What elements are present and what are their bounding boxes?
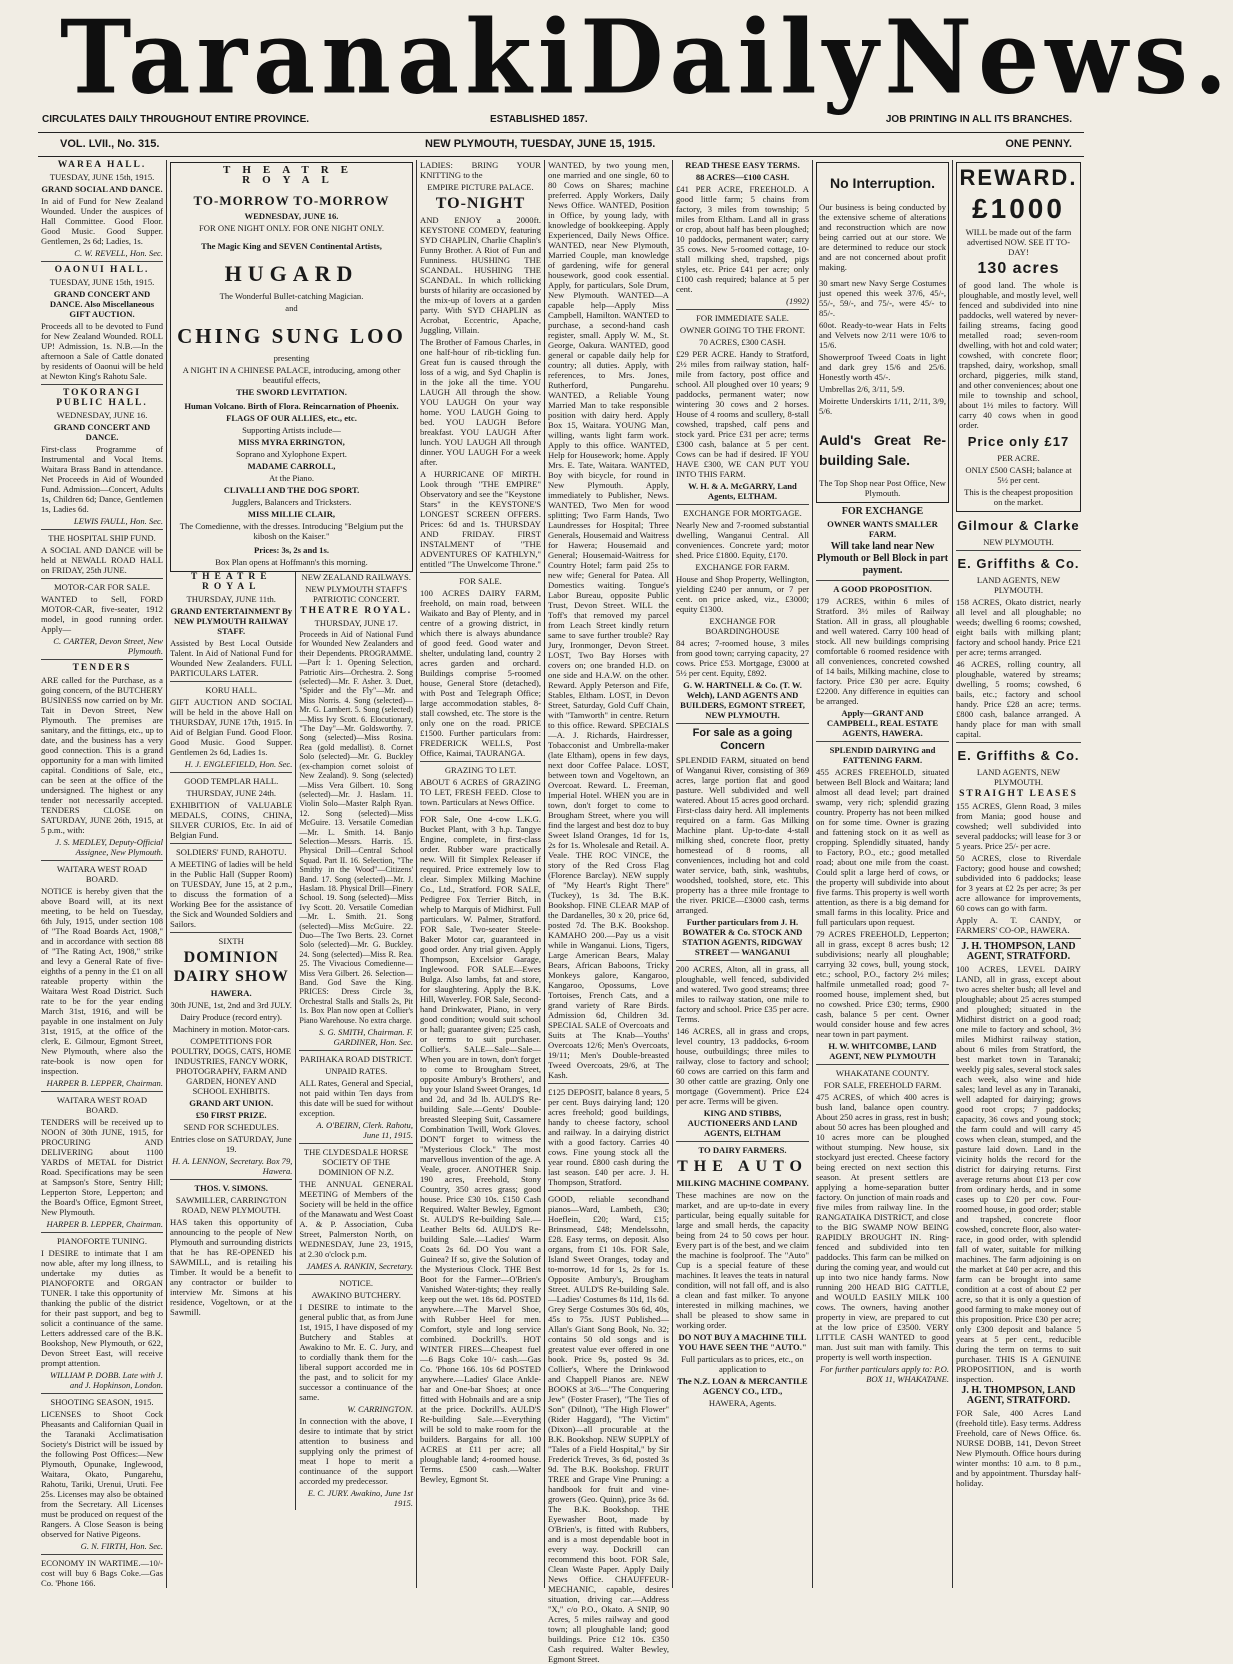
sixth-text: SIXTH <box>218 936 244 946</box>
dairy-farm-sale: 100 ACRES DAIRY FARM, freehold, on main road, between Waikato and Bay of Plenty, and in centre of a growing district, in which there is always abundance of good feed. Good water and shelter, undulating land, country 2 acres garden and orchard. Buildings comprise 5-roomed house, General Store (detached), with Post and Telegraph Office; large accommodation stables, 8-stall cowshed, etc. The store is the only one on the road. PRICE £1500. Further particulars from: FREDERICK WELLS, Post Office, Kaimai, TAURANGA. <box>420 588 541 758</box>
motor-car-heading: MOTOR-CAR FOR SALE. <box>53 582 151 592</box>
nz-railways-sub: NEW PLYMOUTH STAFF'S PATRIOTIC CONCERT. <box>305 584 408 604</box>
shooting-season-body: LICENSES to Shoot Cock Pheasants and Californian Quail in the Taranaki Acclimatisation Society's District will be issued by the following Post Offices:—New Plymouth, Opunake, Inglewood, Waitara, Okato, Pungarehu, Rahotu, Tariki, Urenui, Uruti. Fee 25s. Licenses may also be obtained from the Secretary. All Licenses must be produced on request of the Rangers. A Close Season is being observed for Native Pigeons. <box>41 1409 163 1539</box>
divider <box>41 860 163 861</box>
entries-close: Entries close on SATURDAY, June 19. <box>170 1134 292 1154</box>
divider <box>170 932 292 933</box>
price-only: Price only £17 <box>967 434 1070 449</box>
flags-of-allies: FLAGS OF OUR ALLIES, etc., etc. <box>226 413 357 423</box>
showerproof-coats: Showerproof Tweed Coats in light and dark grey 15/6 and 25/6. Honestly worth 45/-. <box>819 352 946 382</box>
parihaka-heading: PARIHAKA ROAD DISTRICT. <box>300 1054 413 1065</box>
column-6 <box>812 160 952 1588</box>
griffiths-sub-2: LAND AGENTS, NEW PLYMOUTH. <box>976 767 1061 787</box>
owner-going-front: OWNER GOING TO THE FRONT. <box>679 325 806 335</box>
divider <box>299 1274 413 1275</box>
umbrellas: Umbrellas 2/6, 3/11, 5/9. <box>819 384 905 394</box>
thompson-agent-2: J. H. THOMPSON, LAND AGENT, STRATFORD. <box>961 1385 1076 1406</box>
waitara-board-signature: HARPER B. LEPPER, Chairman. <box>46 1078 163 1088</box>
whakatane-heading: WHAKATANE COUNTY. <box>835 1068 930 1078</box>
col2-left-sub <box>170 572 292 1510</box>
auto-particulars: Full particulars as to prices, etc., on application to <box>681 1354 804 1374</box>
theatre-royal-2-heading: THEATRE ROYAL <box>190 572 272 592</box>
awakino-body-2: In connection with the above, I desire to intimate that by strict attention to business and supplying only the primest of meat I hope to merit a continuance of the support accorded my predecessor. <box>299 1416 413 1487</box>
columns <box>38 160 1084 1664</box>
art-union-prize: £50 FIRST PRIZE. <box>195 1110 267 1120</box>
issue-date: NEW PLYMOUTH, TUESDAY, JUNE 15, 1915. <box>425 138 656 150</box>
divider <box>41 659 163 660</box>
one-forty-six-acres: 146 ACRES, all in grass and crops, level country, 13 paddocks, 6-room house, outbuildings; three miles to railway, close to factory and school; 60 cows are carried on this farm and 30 other cattle are grazing. Only one mortgage (Government). Price £24 per acre. Terms will be given. <box>676 1026 809 1106</box>
parihaka-signature: A. O'BEIRN, Clerk. Rahotu, June 11, 1915. <box>316 1120 413 1141</box>
awakino-signature: W. CARRINGTON. <box>347 1404 413 1415</box>
motor-car-signature: C. CARTER, Devon Street, New Plymouth. <box>53 636 163 656</box>
nz-loan-agency: The N.Z. LOAN & MERCANTILE AGENCY CO., LTD., <box>677 1376 808 1396</box>
th2-event: GRAND ENTERTAINMENT By NEW PLYMOUTH RAILWAY STAFF. <box>170 606 293 636</box>
hartnell-agents: G. W. HARTNELL & Co. (T. W. Welch), LAND AGENTS AND BUILDERS, EGMONT STREET, NEW PLYMOUTH. <box>680 680 805 720</box>
tonight-body: AND ENJOY a 2000ft. KEYSTONE COMEDY, featuring SYD CHAPLIN, Charlie Chaplin's Funny Brother. A Riot of Fun and Funniness. HUSHING THE SCANDAL. HUSHING THE SCANDAL. In which rollicking bursts of hilarity are occasioned by the mix-up of lovers at a garden party. With SYD CHAPLIN as Acrobat, Eccentric, Apache, Juggling, Villain. <box>420 215 541 335</box>
tokorangi-date: WEDNESDAY, JUNE 16. <box>56 410 148 420</box>
divider <box>420 810 541 811</box>
hurricane-of-mirth: A HURRICANE OF MIRTH. Look through "THE EMPIRE" Observatory and see the "Keystone Stars" in the KEYSTONE'S LONGEST SCREEN OFFERS. Prices: 6d and 1s. THURSDAY AND FRIDAY. FIRST INSTALMENT of "THE ADVENTURES OF KATHLYN," entitled "The Unwelcome Throne." <box>420 469 541 569</box>
waitara-board-heading: WAITARA WEST ROAD BOARD. <box>56 864 148 884</box>
templar-date: THURSDAY, JUNE 24th. <box>186 788 277 798</box>
oaonui-event: GRAND CONCERT AND DANCE. Also Miscellaneous GIFT AUCTION. <box>49 289 155 319</box>
whitcombe-agent: H. W. WHITCOMBE, LAND AGENT, NEW PLYMOUTH <box>828 1041 937 1061</box>
warea-signature: C. W. REVELL, Hon. Sec. <box>74 248 163 258</box>
gilmour-location: NEW PLYMOUTH. <box>983 537 1054 547</box>
going-concern-heading: For sale as a going Concern <box>692 727 793 752</box>
warea-hall-heading: WAREA HALL. <box>57 160 147 170</box>
cheapest-proposition: This is the cheapest proposition on the market. <box>964 487 1073 507</box>
divider <box>676 504 809 505</box>
divider <box>676 309 809 310</box>
piano-tuning-heading: PIANOFORTE TUNING. <box>56 1236 148 1246</box>
ching-sung-loo-title: CHING SUNG LOO <box>177 324 406 348</box>
exhibition-body: EXHIBITION of VALUABLE MEDALS, COINS, CHINA, SILVER CURIOS, Etc. In aid of Belgian Fund. <box>170 800 293 840</box>
reward-heading: REWARD. <box>959 165 1078 190</box>
deposit-125-ad: £125 DEPOSIT, balance 8 years, 5 per cent. Buys dairying land; 120 acres freehold; good buildings, handy to cheese factory, school and railway. In a dairying district with a good factory. Carries 40 cows. Fine young stock all the year round. £800 cash during the last season. £40 per acre. J. H. Thompson, Stratford. <box>548 1087 669 1187</box>
theatre-royal-3-heading: THEATRE ROYAL. <box>300 606 413 616</box>
exchange-boarding-body: 84 acres; 7-roomed house, 3 miles from good town; carrying capacity, 27 cows. Price £53. Mortgage, £3000 at 5½ per cent. Equity, £892. <box>676 638 809 678</box>
exchange-mortgage-heading: EXCHANGE FOR MORTGAGE. <box>683 508 802 518</box>
tenders-body: ARE called for the Purchase, as a going concern, of the BUTCHERY BUSINESS now carried on by Mr. Tait in Devon Street, New Plymouth. The premises are sanitary, and the fittings, etc., up to date, and the business has a very good connection. This is a grand opportunity for a man with limited capital. Conditions of Sale, etc., can be seen at the office of the undersigned. The highest or any tender not necessarily accepted. TENDERS CLOSE on SATURDAY, JUNE 26th, 1915, at 5 p.m., with: <box>41 675 163 835</box>
dateline-row <box>0 138 1114 156</box>
seventy-acres: 70 ACRES, £300 CASH. <box>699 337 786 347</box>
divider <box>41 529 163 530</box>
divider <box>816 580 949 581</box>
box-plan: Box Plan opens at Hoffmann's this morning. <box>215 557 368 567</box>
divider <box>420 761 541 762</box>
waitara-tenders-signature: HARPER B. LEPPER, Chairman. <box>46 1219 163 1229</box>
thompson-agent-1: J. H. THOMPSON, LAND AGENT, STRATFORD. <box>961 941 1076 962</box>
volume-number: VOL. LVII., No. 315. <box>60 138 160 150</box>
one-fifty-eight-acres: 158 ACRES, Okato district, nearly all level and all ploughable; no weeds; dwelling 6 rooms; cowshed, eight bails with milking plant; factory and school handy. Price £21 per acre; terms arranged. <box>956 597 1081 657</box>
no-interruption-heading: No Interruption. <box>830 175 935 191</box>
per-acre: PER ACRE. <box>997 453 1040 463</box>
dominion-dairy-show: DOMINION DAIRY SHOW <box>173 949 289 985</box>
chaplin-laughs: The Brother of Famous Charles, in one half-hour of rib-tickling fun. Great fun is caused through the loss of a wig, and Syd Chaplin is in the joke all the time. YOU LAUGH All through the show. YOU LAUGH On your way home. YOU LAUGH Going to bed. YOU LAUGH Before breakfast. YOU LAUGH After lunch. YOU LAUGH All through dinner. YOU LAUGH For a week after. <box>420 337 541 467</box>
thompson-body: 100 ACRES, LEVEL DAIRY LAND, all in grass, except about two acres shelter bush; all level and ploughable; about 25 acres stumped and ploughed; situated in the Midhirst district on a good road; one mile to factory and school, 3½ miles Midhirst railway station, about 6 miles from Stratford, the best market town in Taranaki; weekly pig sales, several stock sales each week, also wine and hide sales; land level as any in Taranaki, well adapted for dairying; grows good root crops; 7 paddocks; capacity, 36 cows and young stock; the farm could and will carry 45 cows when clean, stumped, and the pasture laid down. Land in the vicinity holds the record for the district for dairying returns. First average returns about £13 per cow from ordinary herds, and in some cases up to £20 per cow. Four-roomed house, in good order; stable and trapshed, concrete floor cowshed, concrete floor, also water-race, in good order, with splendid fall of water, suitable for milking machines. The farm adjoining is on the market at £40 per acre, and this farm can be brought into same condition at a cost of about £2 per acre, so that it is only a question of good farming to make money out of this proposition. Price £30 per acre; only £300 deposit and balance 5 years at 5 per cent., reducible during the term on terms to suit purchaser. THIS IS A GENUINE PROPOSITION, and is worth inspection. <box>956 964 1081 1384</box>
auld-sale-ad <box>816 162 949 503</box>
masthead-word-daily: Daily <box>580 0 885 117</box>
divider <box>41 578 163 579</box>
templar-heading: GOOD TEMPLAR HALL. <box>184 776 279 786</box>
and-text: and <box>285 303 298 313</box>
one-fifty-five-acres: 155 ACRES, Glenn Road, 3 miles from Mania; good house and cowshed; well subdivided into several paddocks; will lease for 3 or 5 years. Price 25/- per acre. <box>956 801 1081 851</box>
supporting-artists: Supporting Artists include— <box>242 425 341 435</box>
candy-agent: Apply A. T. CANDY, or FARMERS' CO-OP., HAWERA. <box>956 915 1081 935</box>
only-cash: ONLY £500 CASH; balance at 5½ per cent. <box>965 465 1072 485</box>
splendid-farm-body: 455 ACRES FREEHOLD, situated between Bell Block and Waitara; land almost all dead level; part drained swamp, very rich; splendid grazing country. Property has not been milked on for some time. Owner is grazing and fattening stock on it as well as cropping. Splendidly situated, handy to Factory, P.O., etc.; good metalled road; about one mile from the coast. Could split a large herd of cows, or the property will subdivide into about five farms. This property is well worth attention, as there is a big demand for small farms in this locality. Price and full particulars upon request. <box>816 767 949 927</box>
for-exchange-heading: FOR EXCHANGE <box>841 506 924 517</box>
forty-six-acres: 46 ACRES, rolling country, all ploughable, watered by streams; dwelling, 5 rooms; cowshed, 6 bails, etc.; factory and school handy. Price £28 an acre; terms. £800 cash, balance arranged. A handy place for man with small capital. <box>956 659 1081 739</box>
divider <box>41 1232 163 1233</box>
koru-hall-heading: KORU HALL. <box>205 685 257 695</box>
griffiths-sub: LAND AGENTS, NEW PLYMOUTH. <box>976 575 1061 595</box>
oaonui-hall-heading: OAONUI HALL. <box>54 265 150 275</box>
reward-ad <box>956 162 1081 512</box>
column-7 <box>952 160 1084 1588</box>
no-interruption-body: Our business is being conducted by the extensive scheme of alterations and reconstruction which are now being carried out at our store. We are determined to reduce our stock and are not concerned about profit making. <box>819 202 946 272</box>
warea-event: GRAND SOCIAL AND DANCE. <box>41 184 163 194</box>
piano-tuning-signature: WILLIAM P. DOBB. Late with J. and J. Hopkinson, London. <box>50 1370 163 1390</box>
easy-terms-body: £41 PER ACRE, FREEHOLD. A good little farm; 5 chains from factory, 3 miles from township; 5 miles from Eltham. Land all in grass or crop, about half has been ploughed; 10 paddocks, permanent water; carry 35 cows. New 5-roomed cottage, 10-stall milking shed, trapshed, pigs styles, etc. Price £41 per acre; only £100 cash required; balance at 5 per cent. <box>676 184 809 294</box>
masthead <box>0 0 1233 117</box>
grazing-heading: GRAZING TO LET. <box>444 765 517 775</box>
navy-costumes: 30 smart new Navy Serge Costumes just opened this week 37/6, 45/-, 55/-, 59/-, and 75/-, were 45/- to 85/-. <box>819 278 946 318</box>
tagline-job-printing: JOB PRINTING IN ALL ITS BRANCHES. <box>885 114 1072 125</box>
mcgarry-agents: W. H. & A. McGARRY, Land Agents, ELTHAM. <box>688 481 797 501</box>
wanted-ads: WANTED, by two young men, one married and one single, 60 to 80 Cows on Shares; machine preferred. Apply Workers, Daily News Office. WANTED, Position in Office, by young lady, with knowledge of bookkeeping. Apply Experienced, Daily News Office. WANTED, near New Plymouth, Married Couple, man knowledge of gardening, wife for general housework, good cook essential. Apply, for particulars, Sole Drum, New Plymouth. WANTED—A capable help—Apply Miss Campbell, Hamilton. WANTED to purchase, a second-hand cash register, small. Apply W. M., St. George, Oakura. WANTED, good general or capable daily help for country; all duties. Apply, with references, to Mrs. Jones, Rutherford, Pungarehu. WANTED, a Reliable Young Married Man to take responsible position with dairy herd. Apply Box 15, Waitara. YOUNG Man, willing, wants light farm work. Apply to this office. WANTED, Help for Housework; home. Apply Mrs. E. Tate, Waitara. WANTED, Boy with bicycle, for round in New Plymouth. Apply, immediately to Publisher, News. WANTED, Two Men for wood splitting; Two Farm Hands, Two Laundresses for Hospital; Three Generals, Housemaid and Waitress for Hawera; Housemaid and General; Housemaid-Waitress for Country Hotel; farm paid 25s to new wife; General for Patea. All Domestics waiting. Tongue's Labor Bureau, opposite Public Trust, Devon Street. WILL the Toff's that removed my parcel from Leach Street kindly return same to save further trouble? Ray Jury, Ironmonger, Devon Street. LOST, Two Bay Horses with covers on; one branded H.D. on one side and H.A.W. on the other. Reward. Apply Peterson and Fife, Stables, Eltham. LOST, in Devon Street, Saturday, Gold Cuff Chain, with "Tamworth" in centre. Return to this office. Reward. SPECIALS—A. J. Richards, Hairdresser, Tobacconist and Umbrella-maker (late Eltham), opens in few days, next door Coffee Palace. LOST, between town and Vogeltown, an Overcoat. Reward. L. Freeman, Imperial Hotel. WHEN you are in town, don't forget to come to Brougham Street, where you will find the largest and best doz to buy Sweet Island Oranges, 1d for 1s, 2s for 1s. Wholesale and Retail. A. Veale. THE ROC VINCE, the story of the Red Cross Flag (Florence Barclay). NEW supply of "My Heart's Right There" (Tuckey), 1s 3d. The B.K. Bookshop. FINE CLEAR MAP of the Dardanelles, 30 x 20, price 6d, posted 7d. The B.K. Bookshop. KAMAHO 200.—Pay us a visit while in Wanganui. Lions, Tigers, Large American Bears, Malay Bears, African Baboons, Tricky Monkeys galore, Kangaroo, Kangaroo, Opossums, Love Tortoises, French Cats, and a grand variety of Rare Birds. Admission 6d, Children 3d. SPECIAL SALE of Overcoats and Suits at The Knab—Youths' Overcoats 12/6; Men's Overcoats, 19/11; Men's Double-breasted Tweed Overcoats, 29/6, at The Kash. <box>548 160 669 1080</box>
awakino-body: I DESIRE to intimate to the general public that, as from June 1st, 1915, I have disposed of my Butchery and Stables at Awakino to Mr. E. C. Jury, and to cordially thank them for the liberal support accorded me in the past, and to solicit for my successor a continuance of the same. <box>299 1302 413 1403</box>
good-proposition-heading: A GOOD PROPOSITION. <box>833 584 932 594</box>
seventy-nine-acres: 79 ACRES FREEHOLD, Lepperton; all in grass, except 8 acres bush; 12 subdivisions; nearly all ploughable; carrying 32 cows, bull, young stock, etc.; school, P.O., factory 2½ miles; halfmile unmetalled road; good 7-roomed house, implement shed, but no cowshed. Price £30; terms, £900 cash, balance 5 per cent. Owner would consider house and few acres near town in part payment. <box>816 929 949 1039</box>
clydesdale-body: THE ANNUAL GENERAL MEETING of Members of the Society will be held in the office of the Manawatu and West Coast A. & P. Association, Cuba Street, Palmerston North, on WEDNESDAY, June 23, 1915, at 2.30 o'clock p.m. <box>299 1179 413 1260</box>
divider <box>676 960 809 961</box>
gilmour-clarke: Gilmour & Clarke <box>957 518 1080 533</box>
oaonui-date: TUESDAY, JUNE 15th, 1915. <box>49 277 155 287</box>
easy-terms-ref: (1992) <box>786 296 809 306</box>
griffiths-heading-2: E. Griffiths & Co. <box>957 748 1080 763</box>
divider <box>41 384 163 385</box>
awakino-signature-2: E. C. JURY. Awakino, June 1st 1915. <box>307 1488 413 1509</box>
hugard-title: HUGARD <box>224 261 359 286</box>
theatre-royal-ad <box>170 162 413 572</box>
millie-clair: MISS MILLIE CLAIR, <box>247 509 336 519</box>
concert-signature: S. G. SMITH, Chairman. F. GARDINER, Hon. Sec. <box>318 1027 413 1048</box>
magic-king: The Magic King and SEVEN Continental Artists, <box>201 241 382 251</box>
myra-desc: Soprano and Xylophone Expert. <box>236 449 347 459</box>
thompson-body-2: FOR Sale, 400 Acres Land (freehold title). Easy terms. Address Freehold, care of News Office. 6s. NURSE DOBB, 141, Devon Street New Plymouth. Office hours during winter months: 10 a.m. to 8 p.m., and by appointment. Thursday half-holiday. <box>956 1408 1081 1488</box>
king-stibbs-agents: KING AND STIBBS, AUCTIONEERS AND LAND AGENTS, ELTHAM <box>687 1108 798 1138</box>
clair-desc: The Comedienne, with the dresses. Introducing "Belgium put the kibosh on the Kaiser." <box>179 521 404 541</box>
auto-body: These machines are now on the market, and are up-to-date in every particular, being equally suitable for large and small herds, the capacity being from 24 to 50 cows per hour. Every part is of the best, and we claim the machine is foolproof. The "Auto" Cup is a special feature of these machines. It leaves the teats in natural condition, will not fall off, and is also a clean and fast milker. To anyone interested in milking machines, we shall be pleased to show same in working order. <box>676 1190 809 1330</box>
exchange-mortgage-body: Nearly New and 7-roomed substantial dwelling, Wanganui Central. All conveniences. Concrete yard; motor shed. Price £1800. Equity, £170. <box>676 520 809 560</box>
dairy-produce: Dairy Produce (record entry). <box>180 1012 283 1022</box>
column-4 <box>544 160 672 1664</box>
divider <box>41 1554 163 1555</box>
oaonui-body: Proceeds all to be devoted to Fund for New Zealand Wounded. ROLL UP! Admission, 1s. N.B.—In the afternoon a Sale of Cattle donated by residents of Oaonui will be held at Newton King's Rahotu Sale. <box>41 321 163 381</box>
straight-leases-heading: STRAIGHT LEASES <box>959 789 1078 799</box>
col2-right-sub <box>295 572 413 1510</box>
ready-to-wear-hats: 60ot. Ready-to-wear Hats in Felts and Velvets now 2/11 were 10/6 to 15/6. <box>819 320 946 350</box>
entries-signature: H. A. LENNON, Secretary. Box 79, Hawera. <box>172 1156 293 1176</box>
two-hundred-acres: 200 ACRES, Alton, all in grass, all ploughable, well fenced, subdivided and watered. Two good streams; three miles to railway station, one mile to factory and school. Price £35 per acre. Terms. <box>676 964 809 1024</box>
auld-sale-heading: Auld's Great Re-building Sale. <box>819 432 946 468</box>
theatre-royal-heading: THEATRE ROYAL <box>223 164 360 186</box>
for-sale-heading: FOR SALE. <box>459 576 502 586</box>
tonight-banner: TO-NIGHT <box>435 195 526 212</box>
nz-railways-heading: NEW ZEALAND RAILWAYS. <box>301 572 411 582</box>
economy-ad: ECONOMY IN WARTIME.—10/- cost will buy 6 Bags Coke.—Gas Co. 'Phone 166. <box>41 1558 163 1588</box>
waitara-tenders-heading: WAITARA WEST ROAD BOARD. <box>56 1095 148 1115</box>
for-exchange-body: Will take land near New Plymouth or Bell Block in part payment. <box>816 541 949 576</box>
tagline-circulation: CIRCULATES DAILY THROUGHOUT ENTIRE PROVINCE. <box>42 114 310 125</box>
hospital-ship-body: A SOCIAL AND DANCE will be held at NEWALL ROAD HALL on FRIDAY, 25th JUNE. <box>41 545 163 575</box>
awakino-butchery: AWAKINO BUTCHERY. <box>311 1290 401 1301</box>
bowater-agents: Further particulars from J. H. BOWATER & Co. STOCK AND STATION AGENTS, RIDGWAY STREET — WANGANUI <box>682 917 803 957</box>
clydesdale-signature: JAMES A. RANKIN, Secretary. <box>306 1261 413 1272</box>
divider <box>676 1141 809 1142</box>
presenting-text: presenting <box>273 353 310 363</box>
column-1 <box>38 160 166 1588</box>
simons-heading: THOS. V. SIMONS. <box>194 1183 268 1193</box>
koru-hall-signature: H. J. ENGLEFIELD, Hon. Sec. <box>184 759 293 769</box>
hospital-ship-heading: THE HOSPITAL SHIP FUND. <box>48 533 156 543</box>
fifty-acres: 50 ACRES, close to Riverdale Factory; good house and cowshed; subdivided into 6 paddocks; lease for 3 years at £2 2s per acre; 3s per acre allowance for improvements, 60 cows can go with farm. <box>956 853 1081 913</box>
carroll-desc: At the Piano. <box>268 473 315 483</box>
clivalli: CLIVALLI AND THE DOG SPORT. <box>223 485 360 495</box>
divider <box>548 1083 669 1084</box>
exchange-farm-heading: EXCHANGE FOR FARM. <box>695 562 790 572</box>
warea-date: TUESDAY, JUNE 15th, 1915. <box>49 172 155 182</box>
tokorangi-event: GRAND CONCERT AND DANCE. <box>53 422 151 442</box>
auld-top-shop: The Top Shop near Post Office, New Plymouth. <box>819 478 946 498</box>
sword-levitation: THE SWORD LEVITATION. <box>236 387 347 397</box>
issue-price: ONE PENNY. <box>1005 138 1072 150</box>
going-concern-body: SPLENDID FARM, situated on bend of Wanganui River, consisting of 369 acres, large portion flat and good pasture. Well subdivided and well watered. About 15 acres good orchard. First-class dairy herd. All implements required on a farm. Gas Milking Machine plant. Up-to-date 4-stall milking shed, concrete floor, pretty homestead of 8 rooms, all conveniences, including hot and cold water service, bath, sink, washtubs, woodshed, toolshed, store, etc. This property has a three mile frontage to the river. PRICE—£3000 cash, terms arranged. <box>676 755 809 915</box>
masthead-word-taranaki: Taranaki <box>60 0 581 117</box>
divider <box>299 1143 413 1144</box>
tokorangi-body: First-class Programme of Instrumental and Vocal Items. Waitara Brass Band in attendance. Net Proceeds in Aid of Wounded Fund. Admission—Concert, Adults 1s, Children 6d; Dance, Gentlemen 1s, Ladies 6d. <box>41 444 163 514</box>
divider <box>816 741 949 742</box>
acres-body: of good land. The whole is ploughable, and mostly level, well fenced and subdivided into nine paddocks, well watered by never-failing streams, facing good metalled road; seven-room dwelling, with hot and cold water; cowshed, with concrete floor; trapshed, dairy, workshop, small orchard, piggeries, milk stand, and other conveniences; about one mile to township and school, about 1½ miles to factory. Will carry 40 cows when in good order. <box>959 280 1078 430</box>
clydesdale-heading: THE CLYDESDALE HORSE SOCIETY OF THE DOMINION OF N.Z. <box>303 1147 409 1178</box>
auto-dont-buy: DO NOT BUY A MACHINE TILL YOU HAVE SEEN THE "AUTO." <box>678 1332 807 1352</box>
unpaid-rates: UNPAID RATES. <box>325 1066 388 1077</box>
masthead-rule-bottom <box>38 156 1084 157</box>
divider <box>816 1064 949 1065</box>
column-3 <box>416 160 544 1588</box>
hawera-text: HAWERA. <box>210 988 252 998</box>
th2-date: THURSDAY, JUNE 11th. <box>186 594 276 604</box>
nz-loan-hawera: HAWERA, Agents. <box>708 1398 777 1408</box>
human-volcano: Human Volcano. Birth of Flora. Reincarnation of Phoenix. <box>184 401 399 411</box>
divider <box>956 938 1081 939</box>
whakatane-body: 475 ACRES, of which 400 acres is bush land, balance open country. About 250 acres in grass, rest in bush; about 50 acres has been ploughed and 10 acres more can be ploughed without stumping. New house, six stockyard just erected. Cheese factory being erected on next section this season. At present settlers are applying a home-separation butter factory. On junction of main roads and five miles from railway line. In the RANGATAIKA DISTRICT, and close to the BIG SWAMP NOW BEING RAPIDLY BROUGHT IN. Ring-fenced and subdivided into ten paddocks. This farm can be milked on during the coming year, and would cut up into two nice handy farms. Now running 200 HEAD BIG CATTLE, and WOULD EASILY MILK 100 cows. The owners, having another property in view, are prepared to cut at the low price of £3500. VERY LITTLE CASH WANTED to good man. Just suit man with family. This property is well worth inspection. <box>816 1092 949 1362</box>
divider <box>170 681 292 682</box>
masthead-rule-top <box>38 132 1084 133</box>
reward-will: WILL be made out of the farm advertised NOW. SEE IT TO-DAY! <box>965 227 1072 257</box>
warea-body: In aid of Fund for New Zealand Wounded. Under the auspices of Hall Committee. Good Floor. Good Music. Good Supper. Gentlemen, 2s 6d; Ladies, 1s. <box>41 196 163 246</box>
owner-wants-smaller: OWNER WANTS SMALLER FARM. <box>827 519 938 539</box>
wednesday-date: WEDNESDAY, JUNE 16. <box>244 211 339 221</box>
divider <box>41 261 163 262</box>
theatre-prices: Prices: 3s, 2s and 1s. <box>254 545 329 555</box>
auto-heading: THE AUTO <box>677 1158 808 1175</box>
piano-tuning-body: I DESIRE to intimate that I am now able, after my long illness, to undertake my duties as PIANOFORTE and ORGAN TUNER. I take this opportunity of thanking the public of the district for their past support, and beg to solicit a continuance of the same. Letters addressed care of the B.K. Bookshop, New Plymouth, or 622, Devon Street East, will receive prompt attention. <box>41 1248 163 1368</box>
one-night-only: FOR ONE NIGHT ONLY. FOR ONE NIGHT ONLY. <box>198 223 385 233</box>
divider <box>676 723 809 724</box>
exchange-farm-body: House and Shop Property, Wellington, yielding £240 per annum, or 7 per cent. on price asked, viz., £3000; equity £1300. <box>676 574 809 614</box>
chinese-palace-text: A NIGHT IN A CHINESE PALACE, introducing, among other beautiful effects, <box>182 365 401 385</box>
auto-milking-company: MILKING MACHINE COMPANY. <box>676 1178 809 1188</box>
concert-programme: Proceeds in Aid of National Fund for Wounded New Zealanders and their Dependents. PROGRAMME.—Part I: 1. Opening Selection, Patriotic Airs—Orchestra. 2. Song (selected)—Mr. F. Asher. 3. Duet, "Spider and the Fly"—Mr. and Miss Norris. 4. Song (selected)—Mr. G. Lambert. 5. Song (selected)—Miss Ivy Scott. 6. Elocutionary, "The Day"—Mr. Goldsworthy. 7. Song (selected)—Miss Rosina. Rea (gold medallist). 8. Cornet Solo (selected)—Mr. G. Buckley (ex-champion cornet soloist of New Zealand). 9. Song (selected)—Miss Vera Gilbert. 10. Song (selected)—Mr. J. Haslam. 11. Violin Solo—Master Ralph Ryan. 12. Song (selected)—Miss McGuire. 13. Versatile Comedian—Mr. L. Smith. 14. Banjo Selection—Messrs. Harris. 15. Physical Drill—Central School Squad. Part II. 16. Selection, "The Smithy in the Wood"—Citizens' Band. 17. Song (selected)—Mr. J. Haslam. 18. Physical Drill—Finery School. 19. Song (selected)—Miss Ivy Scott. 20. Versatile Comedian—Mr. L. Smith. 21. Song (selected)—Miss McGuire. 22. Duo—The Two Berts. 23. Cornet Solo (selected)—Mr. G. Buckley. 24. Song (selected)—Miss R. Rea. 25. The Vivacious Comedienne—Miss Vera Gilbert. 26. Selection—Band. God Save the King. PRICES: Dress Circle 3s, Orchestral Stalls and Stalls 2s, Pit 1s. Box Plan now open at Collier's Piano Warehouse. No extra charge. <box>299 630 413 1025</box>
motor-car-body: WANTED to Sell, FORD MOTOR-CAR, five-seater, 1912 model, in good running order. Apply— <box>41 594 163 634</box>
column-5 <box>672 160 812 1588</box>
rahotu-body: A MEETING of ladies will be held in the Public Hall (Supper Room) on TUESDAY, June 15, at 2 p.m., to discuss the formation of a Working Bee for the assistance of the Sick and Wounded Soldiers and Sailors. <box>170 859 293 929</box>
madame-carroll: MADAME CARROLL, <box>247 461 336 471</box>
acres-heading: 130 acres <box>977 260 1060 277</box>
shooting-season-heading: SHOOTING SEASON, 1915. <box>50 1397 154 1407</box>
griffiths-heading: E. Griffiths & Co. <box>957 556 1080 571</box>
immediate-sale-body: £29 PER ACRE. Handy to Stratford, 2½ miles from railway station, half-mile from factory, post office and school. All ploughed over 10 years; 9 paddocks, permanent water; now wintering 30 cows and 2 horses. House of 4 rooms and scullery, 8-stall cowshed, trapshed, calf pens and stock yard. Price £31 per acre; terms £300 cash, balance at 5 per cent. Cows can be had if desired. IF YOU HAVE £300, WE CAN PUT YOU INTO THIS FARM. <box>676 349 809 479</box>
show-dates: 30th JUNE, 1st, 2nd and 3rd JULY. <box>170 1000 292 1010</box>
reward-amount: £1000 <box>972 193 1065 224</box>
good-proposition-body: 179 ACRES, within 6 miles of Stratford. 3½ miles of Railway Station. All in grass, all ploughable and well watered. Carry 100 head of stock. All new buildings comprising comfortable 6 roomed residence with all conveniences, concreted cowshed of 14 bails, Milking machine, close to factory. Price £30 per acre. Equity £2200. Any difference in equities can be arranged. <box>816 596 949 706</box>
divider <box>956 550 1081 551</box>
ladies-knitting: LADIES: BRING YOUR KNITTING to the <box>420 160 541 180</box>
divider <box>548 1190 669 1191</box>
divider <box>41 1091 163 1092</box>
splendid-farm-heading: SPLENDID DAIRYING and FATTENING FARM. <box>829 745 936 765</box>
whakatane-signature: For further particulars apply to: P.O. BOX 11, WHAKATANE. <box>820 1364 949 1384</box>
tomorrow-banner: TO-MORROW TO-MORROW <box>193 193 390 208</box>
divider <box>420 572 541 573</box>
divider <box>170 772 292 773</box>
classified-ads-col4: GOOD, reliable secondhand pianos—Ward, Lambeth, £30; Hoeflein, £20; Ward, £15; Brinsmead, £48; Mendelssohn, £28. Easy terms, on deposit. Also organs, from £1 10s. FOR Sale, Island Sweet Oranges, today and to-morrow, 1d for 1s, 2s for 1s. Opposite Ambury's, Brougham Street. AULD'S Re-building Sale.—Ladies' Costumes 8s 11d, 1ls 6d. Grey Serge Costumes 30s 6d, 40s, 45s to 75s. JUST Published—Allan's Giant Song Book, No. 32; contains 50 old songs and is greatest value ever offered in one book. Price 9s, posted 9s 3d. Collier's, Where the Drinkwood and Chappell Pianos are. NEW BOOKS at 3/6—"The Conquering Jew" (Foster Fraser), "The Ties of Son" (Dilnot), "The High Flower" (Rider Haggard), "The Victim" (Dixon)—all procurable at the B.K. Bookshop. NEW SUPPLY of "Tales of a Field Hospital," by Sir Frederick Treves, 3s 6d, posted 3s 9d. The B.K. Bookshop. FRUIT TREE and Grape Vine Pruning: a handbook for fruit and vine-growers (Geo. Quinn), price 3s 6d. The B.K. Bookshop. THE Eyewasher Boot, made by O'Brien's, is fitted with Rubbers, and is a most dependable boot in every way. Dockrill can recommend this boot. FOR Sale, Clean Waste Paper. Apply Daily News Office. CHAUFFEUR-MECHANIC, capable, desires situation, driving car.—Address "X," c/o P.O., Okato. A SNIP, 90 Acres, 5 miles railway and good town; all ploughable land; good buildings. Price £12 10s. £350 Cash required. Walter Bewley, Egmont Street. <box>548 1194 669 1664</box>
moirette-underskirts: Moirette Underskirts 1/11, 2/11, 3/9, 5/6. <box>819 396 946 416</box>
notice-heading: NOTICE. <box>339 1278 374 1289</box>
sawmiller-address: SAWMILLER, CARRINGTON ROAD, NEW PLYMOUTH. <box>175 1195 287 1215</box>
waitara-tenders-body: TENDERS will be received up to NOON of 30th JUNE, 1915, for PROCURING AND DELIVERING about 1100 YARDS of METAL for District Road. Specifications may be seen at Sampson's Store, Sentry Hill; Lepperton Store, Lepperton; and the Board's Office, Egmont Street, New Plymouth. <box>41 1117 163 1217</box>
divider <box>299 1050 413 1051</box>
grant-campbell-agents: Apply—GRANT AND CAMPBELL, REAL ESTATE AGENTS, HAWERA. <box>826 708 939 738</box>
exchange-boarding-heading: EXCHANGE FOR BOARDINGHOUSE <box>705 616 780 636</box>
to-dairy-farmers: TO DAIRY FARMERS. <box>698 1145 787 1155</box>
immediate-sale-heading: FOR IMMEDIATE SALE. <box>696 313 789 323</box>
koru-hall-body: GIFT AUCTION AND SOCIAL will be held in the above Hall on THURSDAY, JUNE 17th, 1915. In Aid of Belgian Fund. Good Floor. Good Music. Good Supper. Gentlemen 2s 6d, Ladies 1s. <box>170 697 293 757</box>
th3-date: THURSDAY, JUNE 17. <box>314 618 398 628</box>
machinery-text: Machinery in motion. Motor-cars. <box>172 1024 290 1034</box>
send-schedules: SEND FOR SCHEDULES. <box>183 1122 279 1132</box>
grazing-body: ABOUT 6 ACRES of GRAZING TO LET, FRESH FEED. Close to town. Particulars at News Office. <box>420 777 541 807</box>
parihaka-body: ALL Rates, General and Special, not paid within Ten days from this date will be sued for without exception. <box>299 1078 413 1119</box>
myra-errington: MISS MYRA ERRINGTON, <box>238 437 345 447</box>
divider <box>170 1179 292 1180</box>
tagline-established: ESTABLISHED 1857. <box>490 114 588 125</box>
bullet-catching: The Wonderful Bullet-catching Magician. <box>219 291 364 301</box>
easy-terms-sub: 88 ACRES—£100 CASH. <box>695 172 790 182</box>
tagline-row <box>0 114 1114 130</box>
col2-lower <box>170 572 413 1510</box>
rahotu-heading: SOLDIERS' FUND, RAHOTU. <box>175 847 287 857</box>
waitara-board-body: NOTICE is hereby given that the above Board will, at its next meeting, to be held on Tuesday, 6th July, 1915, under section 108 of "The Road Boards Act, 1908," and in accordance with section 88 of "The Rating Act, 1908," strike and levy a General Rate of five-eighths of a penny in the £1 on all rateable property within the Waitara West Road District. Such rate to be for the year ending March 31st, 1916, and will be payable in one instalment on July 31st, 1915, at the office of the clerk, E. Gilmour, Egmont Street, New Plymouth, where also the rate-book is now open for inspection. <box>41 886 163 1076</box>
th2-body: Assisted by Best Local Outside Talent. In Aid of National Fund for Wounded New Zealanders. FULL PARTICULARS LATER. <box>170 638 293 678</box>
divider <box>170 843 292 844</box>
shooting-season-signature: G. N. FIRTH, Hon. Sec. <box>80 1541 163 1551</box>
easy-terms-heading: READ THESE EASY TERMS. <box>685 160 800 170</box>
tokorangi-heading: TOKORANGI PUBLIC HALL. <box>56 388 148 408</box>
clivalli-desc: Jugglers, Balancers and Tricksters. <box>231 497 352 507</box>
tokorangi-signature: LEWIS FAULL, Hon. Sec. <box>73 516 163 526</box>
art-union: GRAND ART UNION. <box>189 1098 274 1108</box>
whakatane-sub: FOR SALE, FREEHOLD FARM. <box>823 1080 942 1090</box>
competitions-text: COMPETITIONS FOR POULTRY, DOGS, CATS, HOME INDUSTRIES, FANCY WORK, PHOTOGRAPHY, FARM AND GARDEN, HONEY AND SCHOOL EXHIBITS. <box>171 1036 292 1096</box>
masthead-word-news: News. <box>884 0 1233 117</box>
divider <box>41 1393 163 1394</box>
column-2 <box>166 160 416 1588</box>
tenders-heading: TENDERS <box>72 663 132 673</box>
divider <box>956 742 1081 743</box>
tenders-signature: J. S. MEDLEY, Deputy-Official Assignee, New Plymouth. <box>55 837 163 857</box>
classified-ads-col3: FOR Sale, One 4-cow L.K.G. Bucket Plant, with 3 h.p. Tangye Engine, complete, in first-class order. Rubber ware practically new. Will fit Simplex Releaser if required. Price extremely low to clear. Simplex Milking Machine Co., Ltd., Stratford. FOR SALE, Pedigree Fox Terrier Bitch, in whelp to Marquis of Midhirst. Full particulars. W. Palmer, Stratford. FOR Sale, Two-seater Steele-Baker Motor car, guaranteed in good order. Any trial given. Apply Thompson, Excelsior Garage, Inglewood. FOR SALE—Ewes Bulga. Also lambs, fat and store, for slaughtering. Apply the B.K. Hill, Waverley. FOR Sale, Second-hand Drinkwater, Piano, in very good condition; would suit school or hall; guarantee given; £25 cash, or terms to suit purchaser. Collier's. SALE—Sale—Sale—When you are in town, don't forget to come to Brougham Street, opposite Ambury's Brothers', and buy your Island Sweet Oranges, 1d and 2d, and 3d lb. AULD'S Re-building Sale.—Gents' Double-breasted Sleeping Suit, Cassamere Combination Twill, Work Gloves. DON'T forget to witness the "Mysterious Clock." The most marvellous invention of the age. A Veale, grocer. ANOTHER Snip. 190 acres, Freehold, Stony Country, 350 acres grass; good house. Price £30 10s. £150 Cash Required. Walter Bewley, Egmont St. AULD'S Re-building Sale.—Leather Belts 6d. AULD'S Re-building Sale.—Ladies' Warm Coats 2s 6d. DO You want a Guinea? If so, give the Solution of the Mysterious Clock. THE Best Boot for the Farmer—O'Brien's Vanished Water-tights; they really keep out the wet. 18s 6d. POSTED anywhere.—The Marvel Shoe, with Rubber Heel for men. Comfort, style and long service combined. Dockrill's. HOT WINTER FIRES—Cheapest fuel —6 Bags Coke 10/- cash.—Gas Co. 'Phone 166. 10s 6d POSTED anywhere.—Ladies' Glace Ankle-bar and One-bar Shoes; at once fitted with Hobnails and are a snip at the price. Dockrill's. AULD'S Re-building Sale.—Everything will be sold to make room for the builders. Bargains for all. 100 ACRES at £11 per acre; all ploughable land; 4-roomed house. Terms. £500 cash.—Walter Bewley, Egmont St. <box>420 814 541 1484</box>
masthead-title <box>60 0 1233 117</box>
empire-picture-palace: EMPIRE PICTURE PALACE. <box>427 182 534 192</box>
simons-body: HAS taken this opportunity of announcing to the people of New Plymouth and surrounding districts that he has RE-OPENED his SAWMILL, and is retailing his Timber. It would be a benefit to any contractor or builder to interview Mr. Simons at his residence, Vogeltown, or at the Sawmill. <box>170 1217 293 1317</box>
